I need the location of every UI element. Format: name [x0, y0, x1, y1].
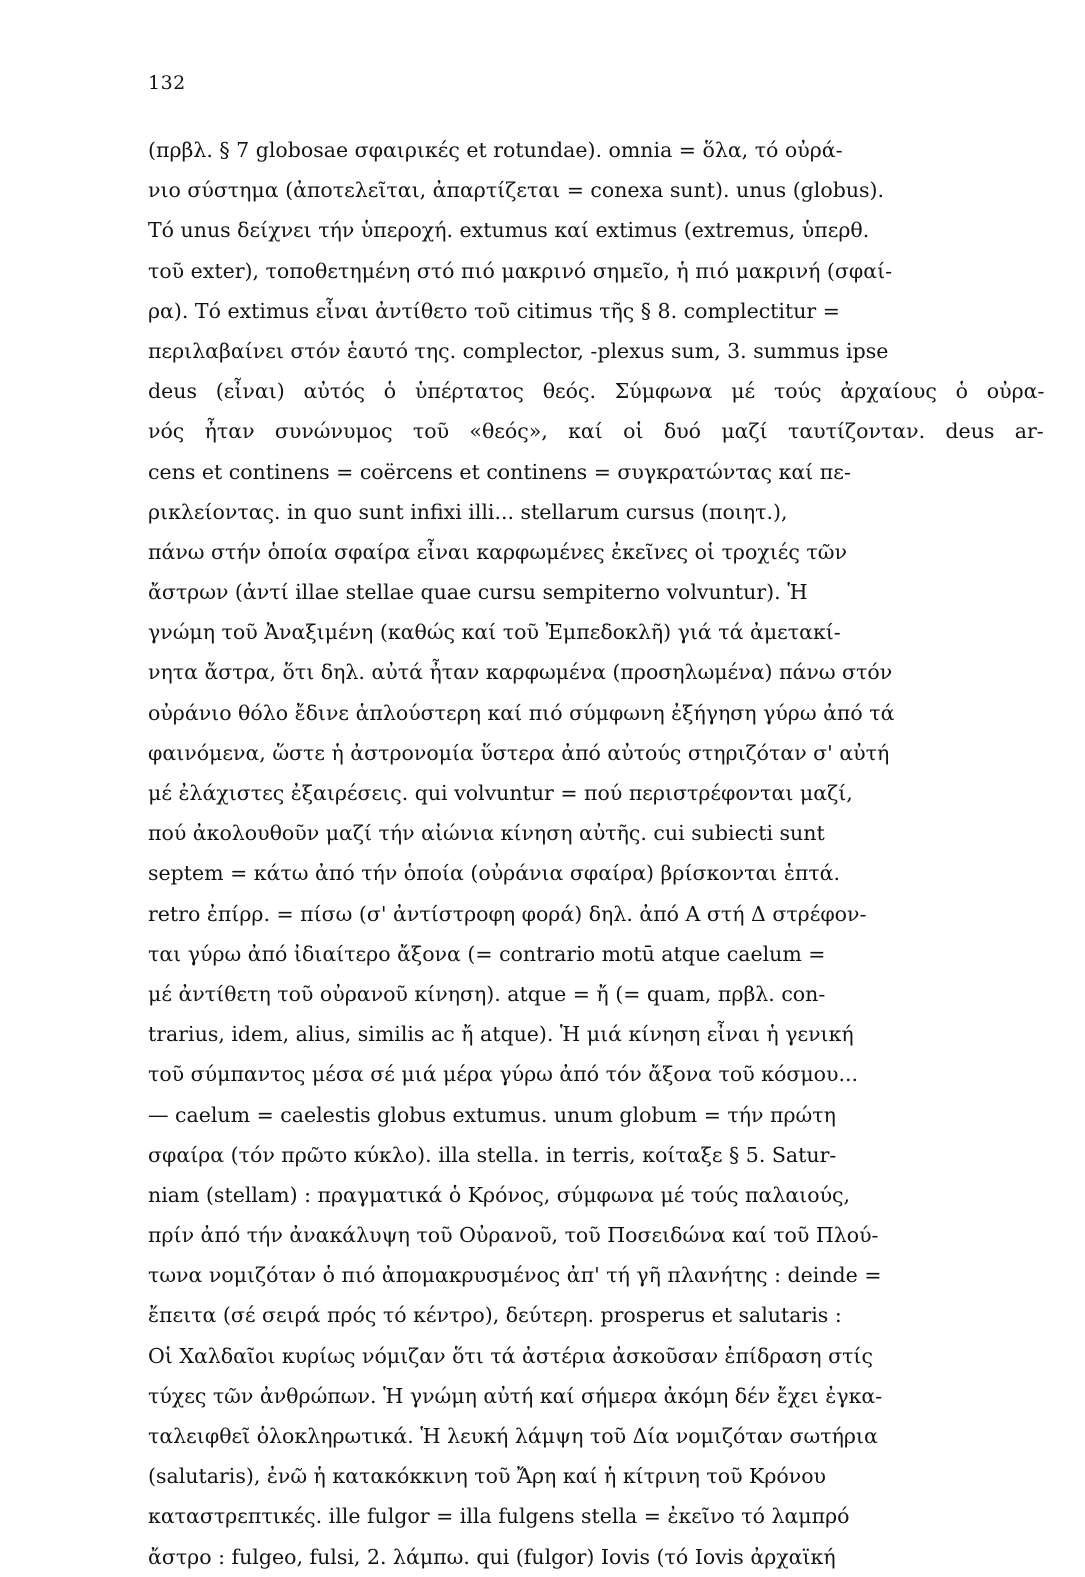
text-line: deus (εἶναι) αὐτός ὁ ὑπέρτατος θεός. Σύμφωνα μέ τούς ἀρχαίους ὁ οὐρα-	[148, 379, 1044, 404]
text-line: πρίν ἀπό τήν ἀνακάλυψη τοῦ Οὐρανοῦ, τοῦ Ποσειδώνα καί τοῦ Πλού-	[148, 1223, 879, 1248]
text-body	[148, 130, 1044, 1577]
text-line: τύχες τῶν ἀνθρώπων. Ἡ γνώμη αὐτή καί σήμερα ἀκόμη δέν ἔχει ἐγκα-	[148, 1383, 883, 1408]
text-line: καταστρεπτικές. ille fulgor = illa fulgens stella = ἐκεῖνο τό λαμπρό	[148, 1504, 850, 1529]
text-line: ται γύρω ἀπό ἰδιαίτερο ἄξονα (= contrario motū atque caelum =	[148, 941, 826, 966]
text-line: πάνω στήν ὁποία σφαίρα εἶναι καρφωμένες ἐκεῖνες οἱ τροχιές τῶν	[148, 539, 847, 564]
text-line: νητα ἄστρα, ὅτι δηλ. αὐτά ἦταν καρφωμένα (προσηλωμένα) πάνω στόν	[148, 660, 893, 685]
text-line: Οἱ Χαλδαῖοι κυρίως νόμιζαν ὅτι τά ἀστέρια ἀσκοῦσαν ἐπίδραση στίς	[148, 1343, 873, 1368]
text-line: ρικλείοντας. in quo sunt infixi illi... stellarum cursus (ποιητ.),	[148, 499, 788, 524]
text-line: τωνα νομιζόταν ὁ πιό ἀπομακρυσμένος ἀπ' τή γῆ πλανήτης : deinde =	[148, 1263, 882, 1288]
text-line: νιο σύστημα (ἀποτελεῖται, ἀπαρτίζεται = conexa sunt). unus (globus).	[148, 178, 885, 203]
text-line: Τό unus δείχνει τήν ὑπεροχή. extumus καί extimus (extremus, ὑπερθ.	[148, 218, 870, 243]
text-line: οὐράνιο θόλο ἔδινε ἁπλούστερη καί πιό σύμφωνη ἐξήγηση γύρω ἀπό τά	[148, 700, 895, 725]
text-line: φαινόμενα, ὥστε ἡ ἀστρονομία ὕστερα ἀπό αὐτούς στηριζόταν σ' αὐτή	[148, 740, 890, 765]
text-line: niam (stellam) : πραγματικά ὁ Κρόνος, σύμφωνα μέ τούς παλαιούς,	[148, 1182, 851, 1207]
text-line: γνώμη τοῦ Ἀναξιμένη (καθώς καί τοῦ Ἐμπεδοκλῆ) γιά τά ἀμετακί-	[148, 620, 841, 645]
text-line: ταλειφθεῖ ὁλοκληρωτικά. Ἡ λευκή λάμψη τοῦ Δία νομιζόταν σωτήρια	[148, 1424, 878, 1448]
text-line: trarius, idem, alius, similis ac ἤ atque). Ἡ μιά κίνηση εἶναι ἡ γενική	[148, 1022, 854, 1047]
text-line: ἔπειτα (σέ σειρά πρός τό κέντρο), δεύτερη. prosperus et salutaris :	[148, 1303, 842, 1328]
text-line: ἄστρων (ἀντί illae stellae quae cursu sempiterno volvuntur). Ἡ	[148, 580, 808, 605]
page-number: 132	[148, 72, 186, 94]
text-line: μέ ἐλάχιστες ἐξαιρέσεις. qui volvuntur = πού περιστρέφονται μαζί,	[148, 781, 853, 805]
text-line: — caelum = caelestis globus extumus. unum globum = τήν πρώτη	[148, 1102, 836, 1127]
text-line: περιλαβαίνει στόν ἑαυτό της. complector, -plexus sum, 3. summus ipse	[148, 338, 889, 363]
text-line: τοῦ exter), τοποθετημένη στό πιό μακρινό σημεῖο, ἡ πιό μακρινή (σφαί-	[148, 258, 893, 283]
text-line: septem = κάτω ἀπό τήν ὁποία (οὐράνια σφαίρα) βρίσκονται ἑπτά.	[148, 861, 841, 886]
text-line: νός ἦταν συνώνυμος τοῦ «θεός», καί οἱ δυό μαζί ταυτίζονταν. deus ar-	[148, 419, 1044, 444]
text-line: ρα). Τό extimus εἶναι ἀντίθετο τοῦ citimus τῆς § 8. complectitur =	[148, 298, 840, 323]
text-line: retro ἐπίρρ. = πίσω (σ' ἀντίστροφη φορά) δηλ. ἀπό Α στή Δ στρέφον-	[148, 901, 867, 926]
text-line: cens et continens = coërcens et continens = συγκρατώντας καί πε-	[148, 459, 851, 484]
text-line: τοῦ σύμπαντος μέσα σέ μιά μέρα γύρω ἀπό τόν ἄξονα τοῦ κόσμου...	[148, 1062, 859, 1087]
text-line: (salutaris), ἐνῶ ἡ κατακόκκινη τοῦ Ἄρη καί ἡ κίτρινη τοῦ Κρόνου	[148, 1464, 827, 1489]
text-line: πού ἀκολουθοῦν μαζί τήν αἰώνια κίνηση αὐτῆς. cui subiecti sunt	[148, 821, 825, 846]
text-line: ἄστρο : fulgeo, fulsi, 2. λάμπω. qui (fulgor) Iovis (τό Iovis ἀρχαϊκή	[148, 1544, 836, 1569]
text-line: μέ ἀντίθετη τοῦ οὐρανοῦ κίνηση). atque = ἤ (= quam, πρβλ. con-	[148, 981, 826, 1006]
text-line: σφαίρα (τόν πρῶτο κύκλο). illa stella. in terris, κοίταξε § 5. Satur-	[148, 1142, 837, 1167]
text-line: (πρβλ. § 7 globosae σφαιρικές et rotundae). omnia = ὅλα, τό οὐρά-	[148, 138, 843, 162]
